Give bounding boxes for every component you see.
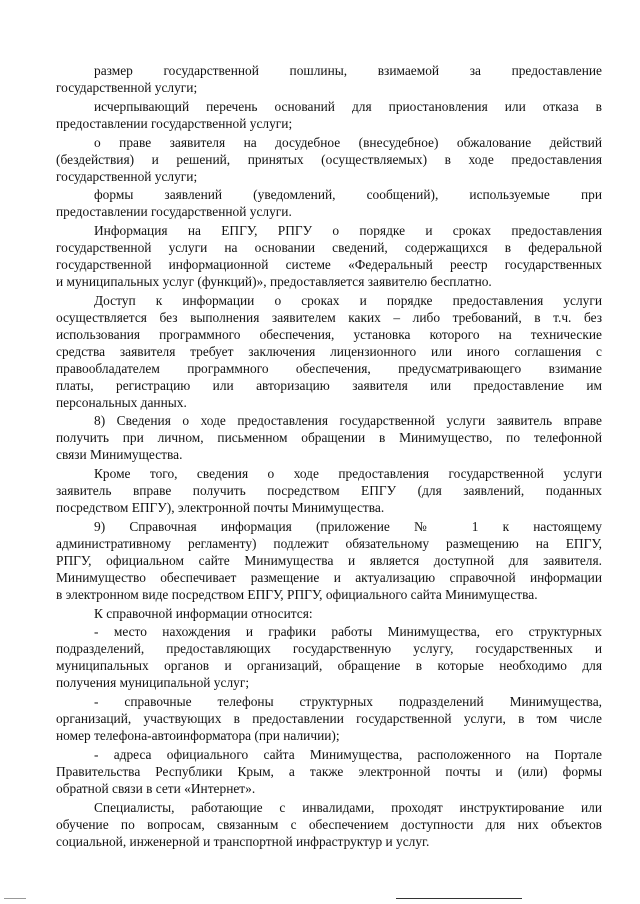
text-line: Правительства Республики Крым, а также электронной почты и (или) формы (56, 764, 602, 779)
text-line: в электронном виде посредством ЕПГУ, РПГУ, официального сайта Минимущества. (56, 587, 538, 602)
text-line: средства заявителя требует заключения лицензионного или иного соглашения с (56, 344, 602, 359)
text-line: административному регламенту) подлежит обязательному размещению на ЕПГУ, (56, 536, 602, 551)
text-line: - место нахождения и графики работы Минимущества, его структурных (94, 624, 602, 639)
text-line: о праве заявителя на досудебное (внесудебное) обжалование действий (94, 135, 602, 150)
text-line: РПГУ, официальном сайте Минимущества и является доступной для заявителя. (56, 553, 602, 568)
text-line: заявитель вправе получить посредством ЕПГУ (для заявлений, поданных (56, 483, 602, 498)
text-line: предоставлении государственной услуги; (56, 116, 293, 131)
scan-mark (4, 898, 26, 899)
text-line: Доступ к информации о сроках и порядке предоставления услуги (94, 293, 602, 308)
text-line: 9) Справочная информация (приложение № 1 к настоящему (94, 519, 602, 534)
text-line: государственной услуги на основании сведений, содержащихся в федеральной (56, 240, 602, 255)
text-line: - адреса официального сайта Минимущества, расположенного на Портале (94, 747, 602, 762)
text-line: муниципальных органов и организаций, обращение в которые необходимо для (56, 658, 602, 673)
text-line: государственной услуги; (56, 169, 198, 184)
text-line: социальной, инженерной и транспортной инфраструктур и услуг. (56, 834, 430, 849)
text-line: правообладателем программного обеспечения, предусматривающего взимание (56, 361, 602, 376)
text-line: 8) Сведения о ходе предоставления государственной услуги заявитель вправе (94, 413, 602, 428)
text-line: Минимущество обеспечивает размещение и актуализацию справочной информации (56, 570, 602, 585)
text-line: обучение по вопросам, связанным с обеспечением доступности для них объектов (56, 817, 602, 832)
text-line: организаций, участвующих в предоставлении государственной услуги, в том числе (56, 711, 602, 726)
text-line: - справочные телефоны структурных подразделений Минимущества, (94, 694, 602, 709)
text-line: формы заявлений (уведомлений, сообщений), используемые при (94, 187, 602, 202)
text-line: предоставлении государственной услуги. (56, 204, 292, 219)
text-line: получения муниципальной услуг; (56, 675, 250, 690)
text-line: связи Минимущества. (56, 447, 183, 462)
text-line: Специалисты, работающие с инвалидами, проходят инструктирование или (94, 800, 602, 815)
text-line: подразделений, предоставляющих государственную услугу, государственных и (56, 641, 602, 656)
text-line: платы, регистрацию или авторизацию заявителя или предоставление им (56, 378, 602, 393)
footer-rule (396, 898, 522, 899)
text-line: размер государственной пошлины, взимаемой за предоставление (94, 63, 602, 78)
text-line: посредством ЕПГУ), электронной почты Минимущества. (56, 500, 385, 515)
text-line: исчерпывающий перечень оснований для приостановления или отказа в (94, 99, 602, 114)
text-line: (бездействия) и решений, принятых (осуществляемых) в ходе предоставления (56, 152, 602, 167)
text-line: государственной услуги; (56, 80, 198, 95)
text-line: персональных данных. (56, 395, 187, 410)
text-line: Кроме того, сведения о ходе предоставления государственной услуги (94, 466, 602, 481)
text-line: использования программного обеспечения, установка которого на технические (56, 327, 602, 342)
text-line: и муниципальных услуг (функций)», предоставляется заявителю бесплатно. (56, 274, 492, 289)
text-line: государственной информационной системе «Федеральный реестр государственных (56, 257, 602, 272)
text-line: К справочной информации относится: (94, 606, 313, 621)
text-line: номер телефона-автоинформатора (при наличии); (56, 728, 340, 743)
text-line: осуществляется без выполнения заявителем каких – либо требований, в т.ч. без (56, 310, 602, 325)
text-line: Информация на ЕПГУ, РПГУ о порядке и сроках предоставления (94, 223, 602, 238)
text-line: обратной связи в сети «Интернет». (56, 781, 256, 796)
text-line: получить при личном, письменном обращении в Минимущество, по телефонной (56, 430, 602, 445)
